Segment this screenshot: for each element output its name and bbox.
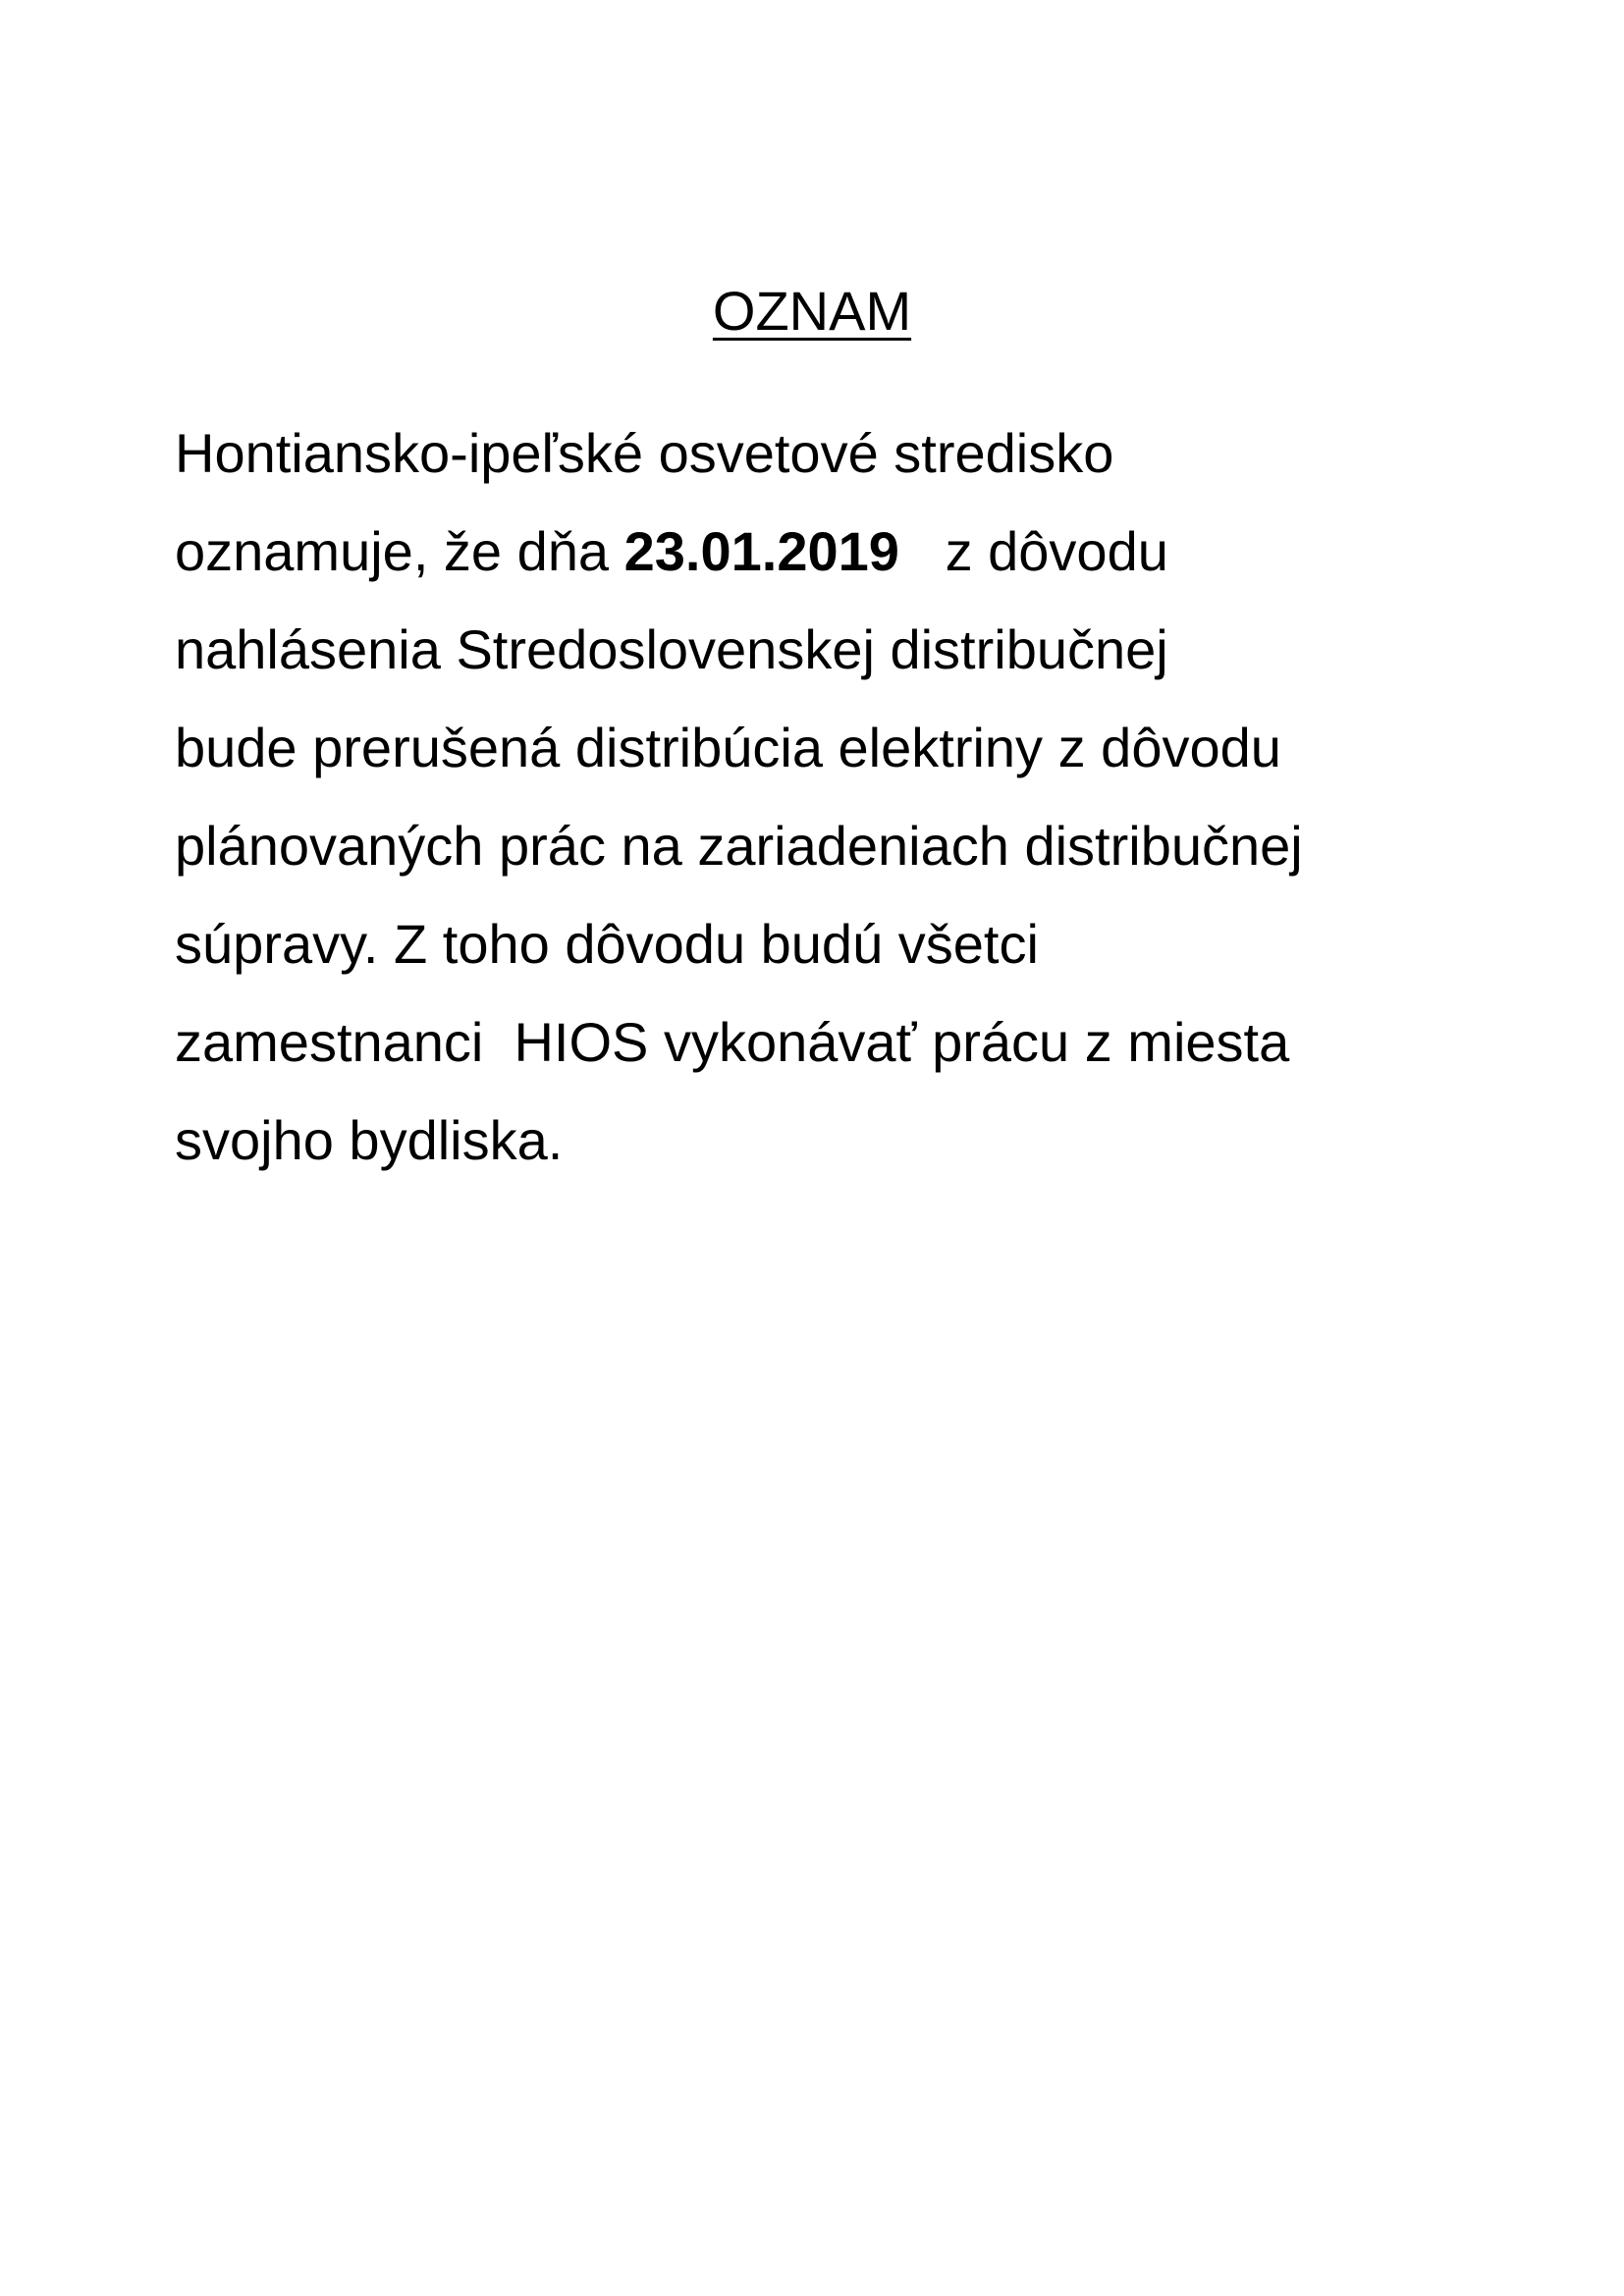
body-line-2-start: oznamuje, že dňa [175,520,624,582]
body-line-6: súpravy. Z toho dôvodu budú všetci [175,913,1039,975]
body-line-7: zamestnanci HIOS vykonávať prácu z miesta [175,1011,1290,1073]
body-line-5: plánovaných prác na zariadeniach distribučnej [175,815,1303,877]
announcement-date: 23.01.2019 [623,520,899,582]
body-line-3: nahlásenia Stredoslovenskej distribučnej [175,618,1168,680]
body-line-2-end: z dôvodu [898,520,1168,582]
body-line-2 [175,503,1589,601]
announcement-body [175,404,1589,1190]
document-title: OZNAM [712,280,912,342]
body-line-1: Hontiansko-ipeľské osvetové stredisko [175,422,1114,484]
body-line-8: svojho bydliska. [175,1109,564,1171]
body-line-4: bude prerušená distribúcia elektriny z dôvodu [175,717,1281,778]
